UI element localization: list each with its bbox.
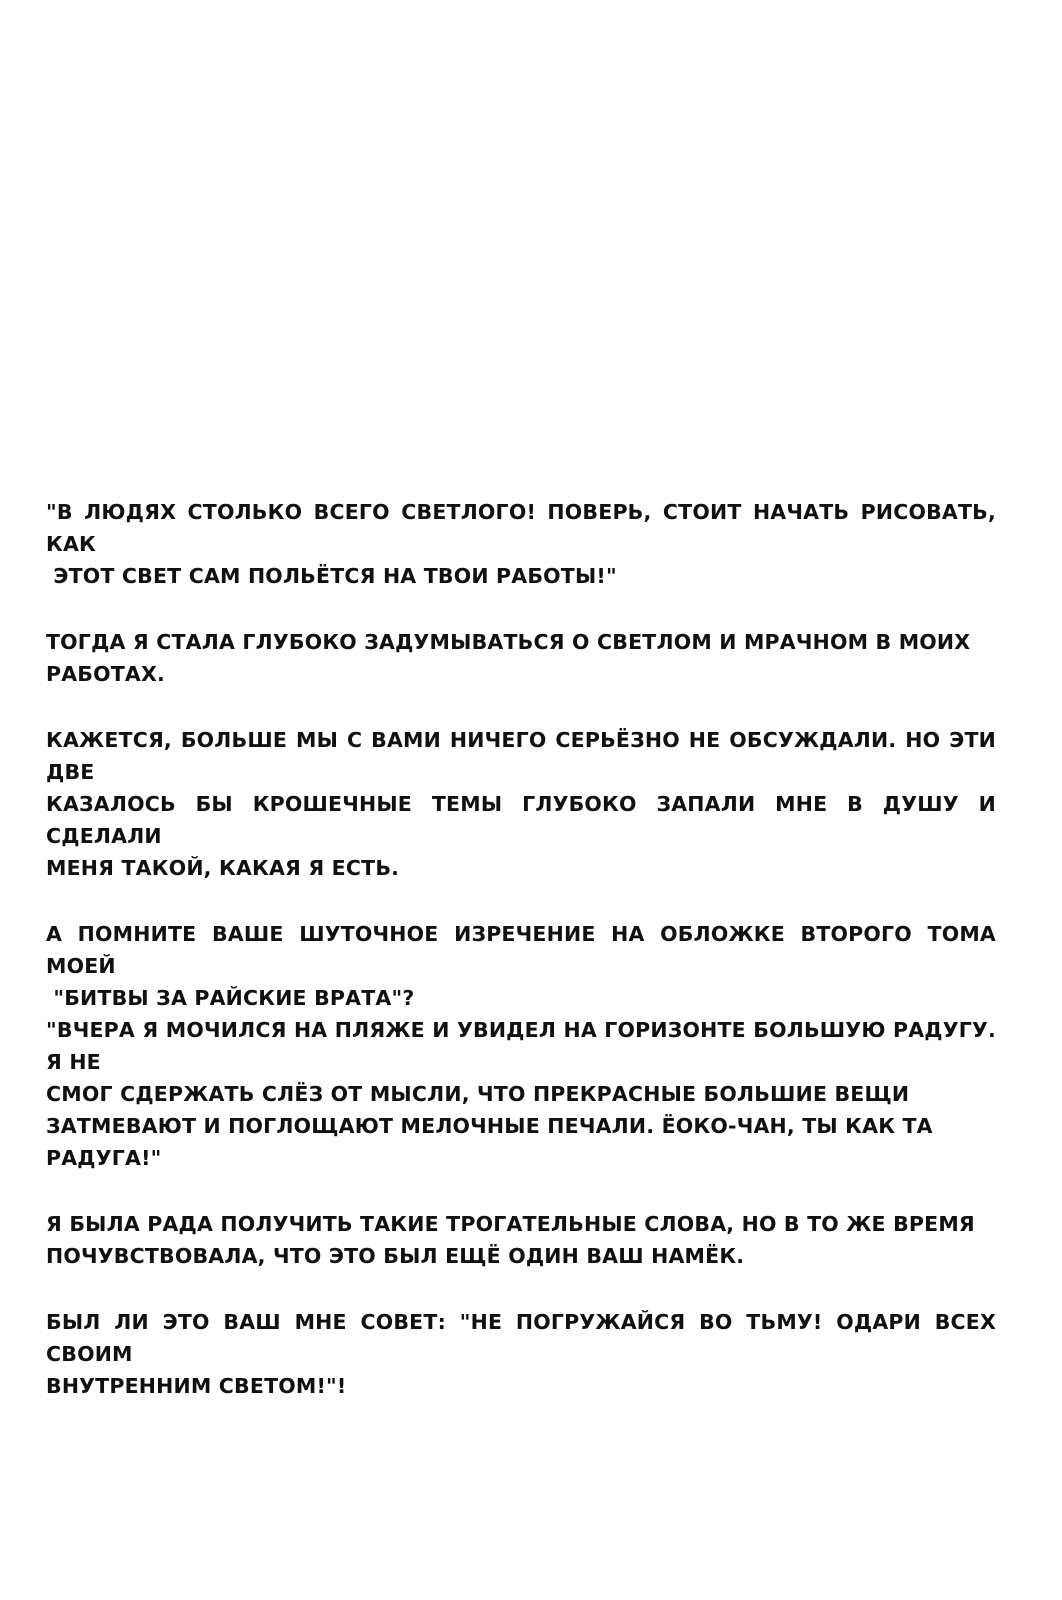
text-line: РАБОТАХ. bbox=[46, 662, 165, 686]
text-line: А ПОМНИТЕ ВАШЕ ШУТОЧНОЕ ИЗРЕЧЕНИЕ НА ОБЛОЖКЕ ВТОРОГО ТОМА МОЕЙ bbox=[46, 922, 996, 978]
text-line: СМОГ СДЕРЖАТЬ СЛЁЗ ОТ МЫСЛИ, ЧТО ПРЕКРАСНЫЕ БОЛЬШИЕ ВЕЩИ bbox=[46, 1082, 910, 1106]
text-line: "В ЛЮДЯХ СТОЛЬКО ВСЕГО СВЕТЛОГО! ПОВЕРЬ, СТОИТ НАЧАТЬ РИСОВАТЬ, КАК bbox=[46, 500, 996, 556]
text-line: РАДУГА!" bbox=[46, 1146, 162, 1170]
text-line: "БИТВЫ ЗА РАЙСКИЕ ВРАТА"? bbox=[46, 986, 415, 1010]
paragraph-6 bbox=[46, 1306, 996, 1402]
text-block bbox=[46, 496, 996, 1402]
text-line: ПОЧУВСТВОВАЛА, ЧТО ЭТО БЫЛ ЕЩЁ ОДИН ВАШ НАМЁК. bbox=[46, 1244, 745, 1268]
text-line: КАЖЕТСЯ, БОЛЬШЕ МЫ С ВАМИ НИЧЕГО СЕРЬЁЗНО НЕ ОБСУЖДАЛИ. НО ЭТИ ДВЕ bbox=[46, 728, 996, 784]
text-line: ТОГДА Я СТАЛА ГЛУБОКО ЗАДУМЫВАТЬСЯ О СВЕТЛОМ И МРАЧНОМ В МОИХ bbox=[46, 630, 971, 654]
paragraph-5 bbox=[46, 1208, 996, 1272]
text-line: ЗАТМЕВАЮТ И ПОГЛОЩАЮТ МЕЛОЧНЫЕ ПЕЧАЛИ. ЁОКО-ЧАН, ТЫ КАК ТА bbox=[46, 1114, 933, 1138]
text-line: Я БЫЛА РАДА ПОЛУЧИТЬ ТАКИЕ ТРОГАТЕЛЬНЫЕ СЛОВА, НО В ТО ЖЕ ВРЕМЯ bbox=[46, 1212, 975, 1236]
paragraph-4 bbox=[46, 918, 996, 1174]
text-line: ЭТОТ СВЕТ САМ ПОЛЬЁТСЯ НА ТВОИ РАБОТЫ!" bbox=[46, 564, 617, 588]
paragraph-1 bbox=[46, 496, 996, 592]
text-line: КАЗАЛОСЬ БЫ КРОШЕЧНЫЕ ТЕМЫ ГЛУБОКО ЗАПАЛИ МНЕ В ДУШУ И СДЕЛАЛИ bbox=[46, 792, 996, 848]
text-line: "ВЧЕРА Я МОЧИЛСЯ НА ПЛЯЖЕ И УВИДЕЛ НА ГОРИЗОНТЕ БОЛЬШУЮ РАДУГУ. Я НЕ bbox=[46, 1018, 996, 1074]
paragraph-3 bbox=[46, 724, 996, 884]
text-line: БЫЛ ЛИ ЭТО ВАШ МНЕ СОВЕТ: "НЕ ПОГРУЖАЙСЯ ВО ТЬМУ! ОДАРИ ВСЕХ СВОИМ bbox=[46, 1310, 996, 1366]
text-line: ВНУТРЕННИМ СВЕТОМ!"! bbox=[46, 1374, 347, 1398]
text-line: МЕНЯ ТАКОЙ, КАКАЯ Я ЕСТЬ. bbox=[46, 856, 400, 880]
paragraph-2 bbox=[46, 626, 996, 690]
